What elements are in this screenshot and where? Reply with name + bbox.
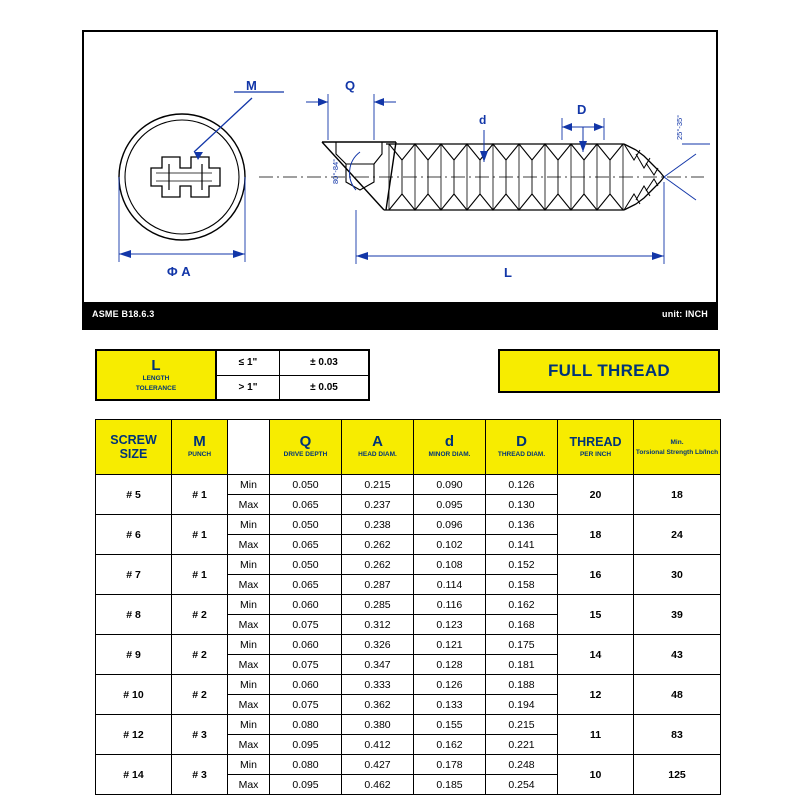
table-body <box>96 475 721 795</box>
header-punch: M PUNCH <box>172 420 228 475</box>
header-torsional-strength: Min. Torsional Strength Lb/Inch <box>634 420 721 475</box>
cell-head-diameter: 0.285 <box>342 595 414 615</box>
cell-minmax: Max <box>228 655 270 675</box>
cell-minor-diameter: 0.114 <box>414 575 486 595</box>
cell-torsional-strength: 83 <box>634 715 721 755</box>
cell-minor-diameter: 0.108 <box>414 555 486 575</box>
cell-screw-size: # 10 <box>96 675 172 715</box>
cell-head-diameter: 0.427 <box>342 755 414 775</box>
tolerance-row <box>217 351 368 376</box>
cell-torsional-strength: 24 <box>634 515 721 555</box>
cell-drive-depth: 0.060 <box>270 675 342 695</box>
cell-drive-depth: 0.060 <box>270 635 342 655</box>
cell-torsional-strength: 125 <box>634 755 721 795</box>
cell-minmax: Max <box>228 775 270 795</box>
cell-minmax: Min <box>228 475 270 495</box>
cell-minmax: Max <box>228 535 270 555</box>
cell-minor-diameter: 0.096 <box>414 515 486 535</box>
table-row <box>96 635 721 655</box>
cell-minmax: Min <box>228 715 270 735</box>
cell-screw-size: # 6 <box>96 515 172 555</box>
cell-torsional-strength: 43 <box>634 635 721 675</box>
cell-punch: # 1 <box>172 555 228 595</box>
cell-minor-diameter: 0.178 <box>414 755 486 775</box>
cell-minor-diameter: 0.155 <box>414 715 486 735</box>
cell-head-diameter: 0.412 <box>342 735 414 755</box>
header-screw-size: SCREW SIZE <box>96 420 172 475</box>
cell-drive-depth: 0.050 <box>270 475 342 495</box>
cell-thread-diameter: 0.162 <box>486 595 558 615</box>
cell-thread-diameter: 0.248 <box>486 755 558 775</box>
table-row <box>96 595 721 615</box>
cell-minmax: Min <box>228 515 270 535</box>
tolerance-condition: ≤ 1" <box>217 351 280 375</box>
cell-thread-per-inch: 10 <box>558 755 634 795</box>
cell-minmax: Min <box>228 755 270 775</box>
cell-torsional-strength: 18 <box>634 475 721 515</box>
cell-thread-per-inch: 11 <box>558 715 634 755</box>
cell-punch: # 1 <box>172 515 228 555</box>
cell-drive-depth: 0.050 <box>270 515 342 535</box>
cell-head-diameter: 0.238 <box>342 515 414 535</box>
header-drive-depth: Q DRIVE DEPTH <box>270 420 342 475</box>
cell-minmax: Max <box>228 735 270 755</box>
header-head-diameter: A HEAD DIAM. <box>342 420 414 475</box>
tolerance-sub-line1: LENGTH <box>142 374 170 382</box>
drawing-footer-bar <box>84 302 716 328</box>
tolerance-values <box>217 351 368 399</box>
tolerance-row <box>217 376 368 400</box>
cell-thread-per-inch: 16 <box>558 555 634 595</box>
cell-drive-depth: 0.080 <box>270 755 342 775</box>
cell-head-diameter: 0.215 <box>342 475 414 495</box>
table-row <box>96 755 721 775</box>
cell-head-diameter: 0.262 <box>342 535 414 555</box>
cell-minor-diameter: 0.126 <box>414 675 486 695</box>
cell-head-diameter: 0.380 <box>342 715 414 735</box>
table-row <box>96 475 721 495</box>
cell-thread-diameter: 0.130 <box>486 495 558 515</box>
cell-thread-diameter: 0.194 <box>486 695 558 715</box>
cell-drive-depth: 0.095 <box>270 775 342 795</box>
table-row <box>96 675 721 695</box>
cell-screw-size: # 12 <box>96 715 172 755</box>
cell-thread-diameter: 0.254 <box>486 775 558 795</box>
table-row <box>96 555 721 575</box>
cell-minmax: Max <box>228 615 270 635</box>
cell-screw-size: # 14 <box>96 755 172 795</box>
cell-head-diameter: 0.333 <box>342 675 414 695</box>
cell-screw-size: # 7 <box>96 555 172 595</box>
cell-head-diameter: 0.312 <box>342 615 414 635</box>
cell-punch: # 3 <box>172 755 228 795</box>
cell-minmax: Max <box>228 695 270 715</box>
tolerance-value: ± 0.03 <box>310 357 338 369</box>
cell-punch: # 3 <box>172 715 228 755</box>
technical-drawing-panel <box>82 30 718 330</box>
cell-minor-diameter: 0.133 <box>414 695 486 715</box>
cell-minor-diameter: 0.162 <box>414 735 486 755</box>
cell-minor-diameter: 0.095 <box>414 495 486 515</box>
cell-minmax: Min <box>228 595 270 615</box>
cell-torsional-strength: 39 <box>634 595 721 635</box>
cell-punch: # 2 <box>172 595 228 635</box>
cell-minor-diameter: 0.123 <box>414 615 486 635</box>
cell-drive-depth: 0.080 <box>270 715 342 735</box>
cell-head-diameter: 0.262 <box>342 555 414 575</box>
cell-head-diameter: 0.462 <box>342 775 414 795</box>
cell-thread-diameter: 0.136 <box>486 515 558 535</box>
header-minor-diameter: d MINOR DIAM. <box>414 420 486 475</box>
cell-screw-size: # 9 <box>96 635 172 675</box>
cell-torsional-strength: 48 <box>634 675 721 715</box>
cell-thread-diameter: 0.158 <box>486 575 558 595</box>
header-minmax-blank <box>228 420 270 475</box>
cell-thread-per-inch: 15 <box>558 595 634 635</box>
cell-minor-diameter: 0.185 <box>414 775 486 795</box>
label-punch-m: M <box>246 78 257 93</box>
label-drive-depth-q: Q <box>345 78 356 93</box>
full-thread-badge: FULL THREAD <box>498 349 720 393</box>
cell-minmax: Max <box>228 575 270 595</box>
cell-drive-depth: 0.095 <box>270 735 342 755</box>
cell-thread-diameter: 0.181 <box>486 655 558 675</box>
cell-punch: # 1 <box>172 475 228 515</box>
cell-torsional-strength: 30 <box>634 555 721 595</box>
cell-minor-diameter: 0.121 <box>414 635 486 655</box>
table-header-row <box>96 420 721 475</box>
table-row <box>96 715 721 735</box>
cell-minor-diameter: 0.102 <box>414 535 486 555</box>
screw-drawing <box>84 32 716 328</box>
header-thread-diameter: D THREAD DIAM. <box>486 420 558 475</box>
cell-drive-depth: 0.060 <box>270 595 342 615</box>
cell-minmax: Min <box>228 635 270 655</box>
cell-screw-size: # 8 <box>96 595 172 635</box>
length-tolerance-box <box>95 349 370 401</box>
table-row <box>96 515 721 535</box>
cell-thread-per-inch: 14 <box>558 635 634 675</box>
cell-thread-diameter: 0.152 <box>486 555 558 575</box>
cell-thread-diameter: 0.188 <box>486 675 558 695</box>
cell-head-diameter: 0.362 <box>342 695 414 715</box>
cell-thread-per-inch: 20 <box>558 475 634 515</box>
cell-minmax: Min <box>228 675 270 695</box>
cell-thread-diameter: 0.126 <box>486 475 558 495</box>
tolerance-condition: > 1" <box>217 376 280 400</box>
label-point-angle: 25°-35° <box>675 114 684 140</box>
cell-minor-diameter: 0.116 <box>414 595 486 615</box>
cell-punch: # 2 <box>172 635 228 675</box>
standard-label: ASME B18.6.3 <box>92 309 155 319</box>
cell-thread-diameter: 0.175 <box>486 635 558 655</box>
tolerance-value: ± 0.05 <box>310 381 338 393</box>
cell-head-diameter: 0.287 <box>342 575 414 595</box>
cell-head-diameter: 0.326 <box>342 635 414 655</box>
unit-label: unit: INCH <box>662 309 708 319</box>
cell-drive-depth: 0.050 <box>270 555 342 575</box>
cell-thread-diameter: 0.168 <box>486 615 558 635</box>
cell-thread-diameter: 0.221 <box>486 735 558 755</box>
tolerance-letter: L <box>151 356 161 374</box>
label-head-angle: 80°-84° <box>331 158 340 184</box>
cell-drive-depth: 0.065 <box>270 575 342 595</box>
tolerance-title-cell <box>97 351 217 399</box>
screw-specification-table <box>95 419 721 795</box>
cell-drive-depth: 0.065 <box>270 535 342 555</box>
cell-drive-depth: 0.075 <box>270 655 342 675</box>
cell-drive-depth: 0.075 <box>270 695 342 715</box>
cell-thread-per-inch: 12 <box>558 675 634 715</box>
cell-minmax: Min <box>228 555 270 575</box>
cell-screw-size: # 5 <box>96 475 172 515</box>
cell-minor-diameter: 0.128 <box>414 655 486 675</box>
cell-thread-diameter: 0.215 <box>486 715 558 735</box>
cell-thread-per-inch: 18 <box>558 515 634 555</box>
cell-thread-diameter: 0.141 <box>486 535 558 555</box>
label-thread-diameter-D: D <box>577 102 587 117</box>
cell-drive-depth: 0.065 <box>270 495 342 515</box>
cell-head-diameter: 0.347 <box>342 655 414 675</box>
cell-minor-diameter: 0.090 <box>414 475 486 495</box>
header-thread-per-inch: THREAD PER INCH <box>558 420 634 475</box>
label-length-L: L <box>504 265 512 280</box>
cell-drive-depth: 0.075 <box>270 615 342 635</box>
label-minor-diameter-d: d <box>479 113 487 127</box>
cell-head-diameter: 0.237 <box>342 495 414 515</box>
cell-minmax: Max <box>228 495 270 515</box>
tolerance-sub-line2: TOLERANCE <box>135 384 177 392</box>
cell-punch: # 2 <box>172 675 228 715</box>
label-head-diameter: Φ A <box>167 264 191 279</box>
